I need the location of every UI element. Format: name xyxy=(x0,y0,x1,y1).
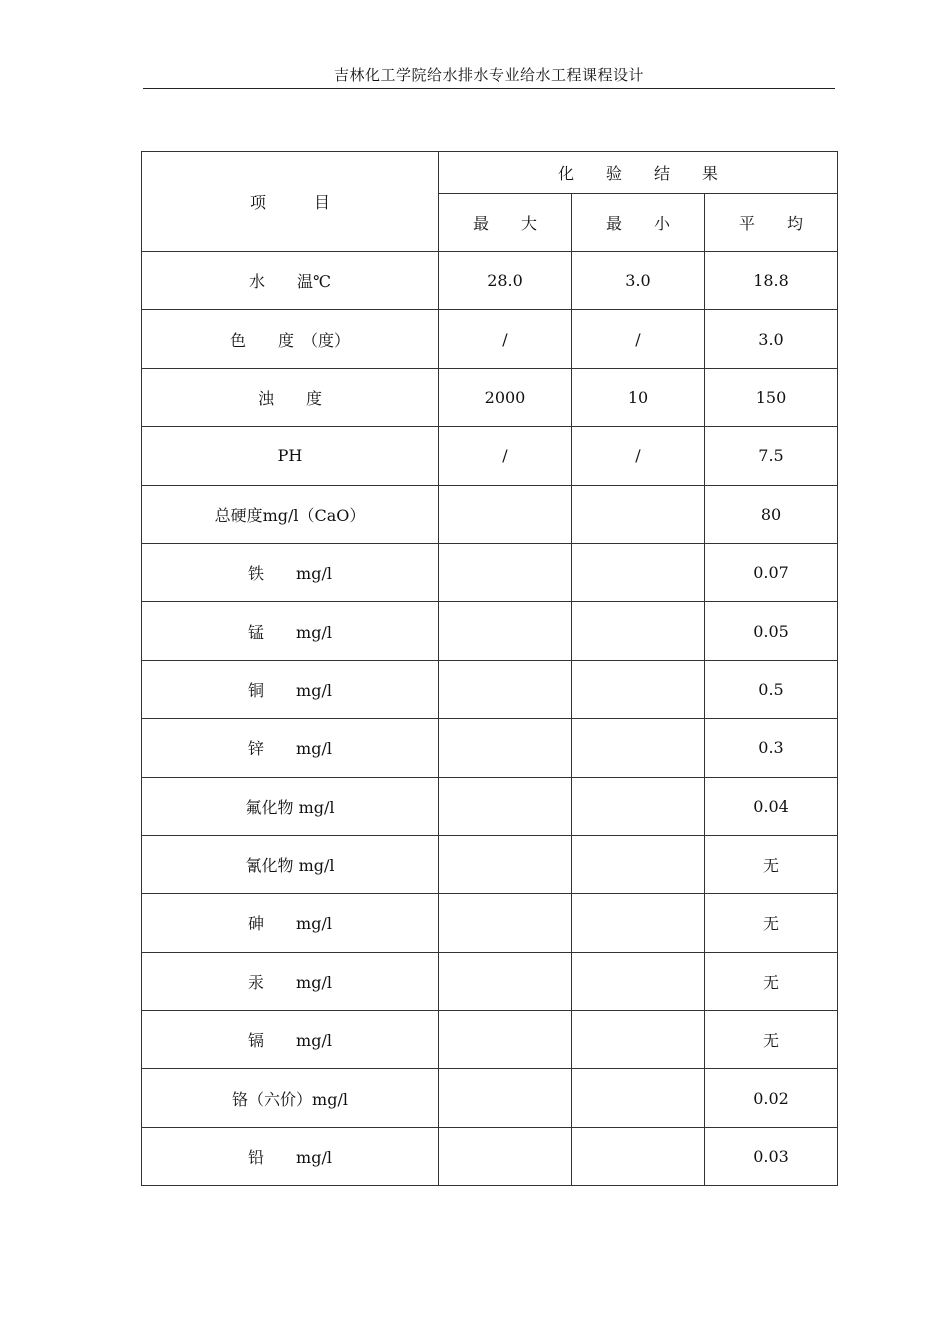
avg-cell: 无 xyxy=(705,894,838,952)
min-cell xyxy=(572,952,705,1010)
max-cell xyxy=(439,660,572,718)
item-cell: 浊 度 xyxy=(142,368,439,426)
item-cell: 铜 mg/l xyxy=(142,660,439,718)
item-cell: 氰化物 mg/l xyxy=(142,835,439,893)
avg-cell: 18.8 xyxy=(705,252,838,310)
item-cell: 铅 mg/l xyxy=(142,1127,439,1185)
max-cell xyxy=(439,777,572,835)
min-cell xyxy=(572,602,705,660)
min-cell: 10 xyxy=(572,368,705,426)
item-cell: 氟化物 mg/l xyxy=(142,777,439,835)
min-cell xyxy=(572,1011,705,1069)
item-cell: 锌 mg/l xyxy=(142,719,439,777)
avg-column-header: 平 均 xyxy=(705,194,838,252)
min-cell xyxy=(572,894,705,952)
table-row xyxy=(142,719,838,777)
test-results-header: 化 验 结 果 xyxy=(439,152,838,194)
min-cell xyxy=(572,485,705,543)
min-cell xyxy=(572,777,705,835)
max-cell xyxy=(439,1011,572,1069)
table-row xyxy=(142,952,838,1010)
item-cell: 色 度 （度） xyxy=(142,310,439,368)
avg-cell: 无 xyxy=(705,835,838,893)
item-cell: 砷 mg/l xyxy=(142,894,439,952)
avg-cell: 0.04 xyxy=(705,777,838,835)
table-row xyxy=(142,835,838,893)
max-cell xyxy=(439,1069,572,1127)
min-cell xyxy=(572,1127,705,1185)
water-quality-table xyxy=(141,151,838,1186)
max-cell xyxy=(439,719,572,777)
item-cell: 总硬度mg/l（CaO） xyxy=(142,485,439,543)
item-cell: 汞 mg/l xyxy=(142,952,439,1010)
table-row xyxy=(142,1069,838,1127)
table-row xyxy=(142,777,838,835)
table-row xyxy=(142,485,838,543)
min-column-header: 最 小 xyxy=(572,194,705,252)
avg-cell: 0.3 xyxy=(705,719,838,777)
item-cell: 锰 mg/l xyxy=(142,602,439,660)
header-row-1 xyxy=(142,152,838,194)
max-cell: / xyxy=(439,310,572,368)
min-cell: / xyxy=(572,310,705,368)
max-cell xyxy=(439,894,572,952)
table-row xyxy=(142,660,838,718)
max-cell xyxy=(439,952,572,1010)
avg-cell: 0.02 xyxy=(705,1069,838,1127)
item-cell: 镉 mg/l xyxy=(142,1011,439,1069)
table-row xyxy=(142,252,838,310)
page-header: 吉林化工学院给水排水专业给水工程课程设计 xyxy=(333,66,644,84)
max-cell xyxy=(439,543,572,601)
item-cell: 铁 mg/l xyxy=(142,543,439,601)
max-cell xyxy=(439,485,572,543)
item-cell: 铬（六价）mg/l xyxy=(142,1069,439,1127)
table-row xyxy=(142,1127,838,1185)
item-column-header: 项 目 xyxy=(142,152,439,252)
table-row xyxy=(142,310,838,368)
max-cell: 28.0 xyxy=(439,252,572,310)
max-column-header: 最 大 xyxy=(439,194,572,252)
max-cell: 2000 xyxy=(439,368,572,426)
min-cell xyxy=(572,719,705,777)
avg-cell: 0.03 xyxy=(705,1127,838,1185)
avg-cell: 80 xyxy=(705,485,838,543)
table-row xyxy=(142,1011,838,1069)
max-cell: / xyxy=(439,427,572,485)
max-cell xyxy=(439,835,572,893)
min-cell xyxy=(572,543,705,601)
max-cell xyxy=(439,602,572,660)
table-row xyxy=(142,427,838,485)
item-cell: PH xyxy=(142,427,439,485)
item-cell: 水 温℃ xyxy=(142,252,439,310)
avg-cell: 0.05 xyxy=(705,602,838,660)
max-cell xyxy=(439,1127,572,1185)
avg-cell: 无 xyxy=(705,952,838,1010)
avg-cell: 150 xyxy=(705,368,838,426)
table-row xyxy=(142,602,838,660)
table-row xyxy=(142,894,838,952)
avg-cell: 0.5 xyxy=(705,660,838,718)
avg-cell: 7.5 xyxy=(705,427,838,485)
header-rule xyxy=(143,88,835,89)
avg-cell: 0.07 xyxy=(705,543,838,601)
table-body xyxy=(142,152,838,1186)
min-cell xyxy=(572,1069,705,1127)
min-cell xyxy=(572,835,705,893)
min-cell xyxy=(572,660,705,718)
table-row xyxy=(142,368,838,426)
avg-cell: 无 xyxy=(705,1011,838,1069)
table-row xyxy=(142,543,838,601)
min-cell: 3.0 xyxy=(572,252,705,310)
min-cell: / xyxy=(572,427,705,485)
avg-cell: 3.0 xyxy=(705,310,838,368)
